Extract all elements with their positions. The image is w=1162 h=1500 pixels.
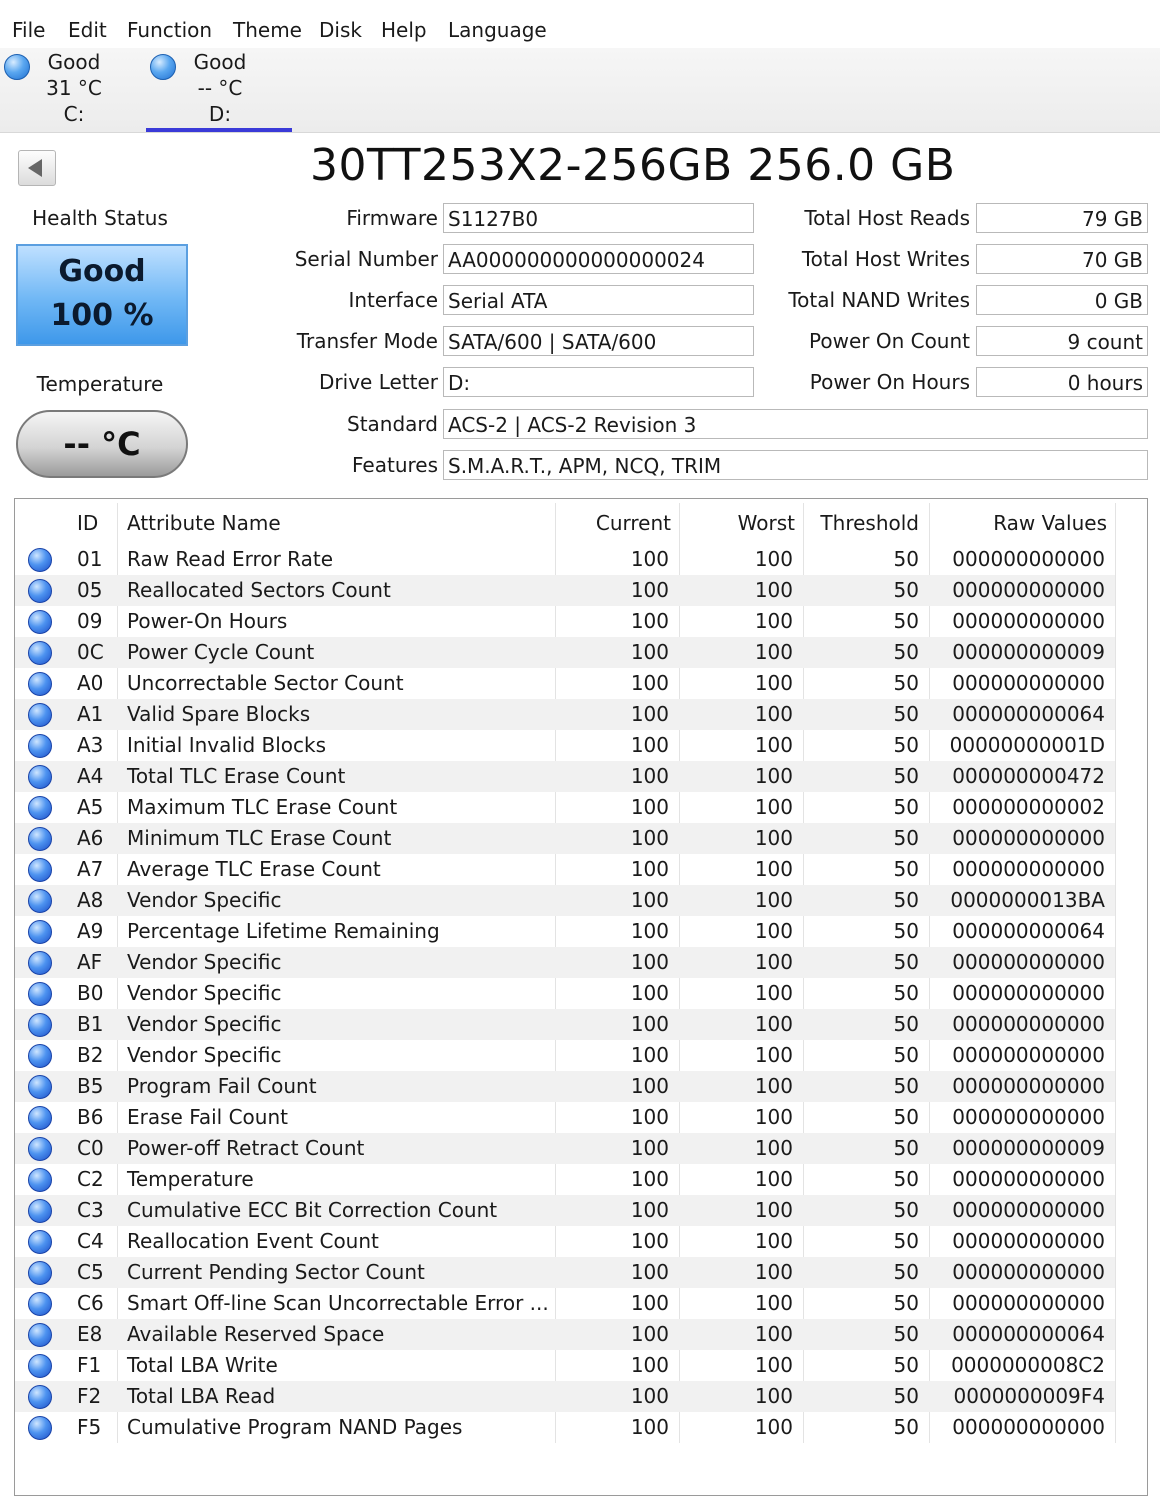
table-row[interactable] xyxy=(15,637,1115,668)
attribute-name: Vendor Specific xyxy=(127,981,282,1005)
status-good-icon xyxy=(28,1323,52,1347)
table-row[interactable] xyxy=(15,544,1115,575)
table-row[interactable] xyxy=(15,1195,1115,1226)
raw-value: 0000000009F4 xyxy=(953,1384,1105,1408)
table-row[interactable] xyxy=(15,1133,1115,1164)
worst-value: 100 xyxy=(754,1136,793,1160)
attribute-id: 09 xyxy=(77,609,103,633)
attribute-id: 0C xyxy=(77,640,104,664)
threshold-value: 50 xyxy=(893,547,919,571)
table-row[interactable] xyxy=(15,1381,1115,1412)
power-on-hours-label: Power On Hours xyxy=(809,370,970,394)
attribute-name: Current Pending Sector Count xyxy=(127,1260,425,1284)
worst-value: 100 xyxy=(754,1167,793,1191)
raw-value: 000000000000 xyxy=(952,1291,1105,1315)
attribute-name: Temperature xyxy=(127,1167,254,1191)
worst-value: 100 xyxy=(754,826,793,850)
menu-theme[interactable]: Theme xyxy=(233,18,302,42)
table-row[interactable] xyxy=(15,699,1115,730)
threshold-value: 50 xyxy=(893,950,919,974)
features-field: S.M.A.R.T., APM, NCQ, TRIM xyxy=(443,450,1148,480)
status-good-icon xyxy=(28,1106,52,1130)
table-row[interactable] xyxy=(15,1412,1115,1443)
worst-value: 100 xyxy=(754,640,793,664)
total-host-writes-field: 70 GB xyxy=(976,244,1148,274)
arrow-left-icon xyxy=(28,159,42,177)
attribute-name: Percentage Lifetime Remaining xyxy=(127,919,440,943)
status-good-icon xyxy=(28,1044,52,1068)
current-value: 100 xyxy=(630,888,669,912)
worst-value: 100 xyxy=(754,1229,793,1253)
current-value: 100 xyxy=(630,1291,669,1315)
attribute-name: Initial Invalid Blocks xyxy=(127,733,327,757)
drive-status: Good xyxy=(193,50,247,74)
status-good-icon xyxy=(28,703,52,727)
raw-value: 000000000064 xyxy=(952,919,1105,943)
current-value: 100 xyxy=(630,733,669,757)
table-row[interactable] xyxy=(15,1288,1115,1319)
health-percent-text: 100 % xyxy=(50,298,154,333)
status-good-icon xyxy=(28,858,52,882)
attribute-id: F2 xyxy=(77,1384,102,1408)
total-host-writes-label: Total Host Writes xyxy=(801,247,970,271)
current-value: 100 xyxy=(630,764,669,788)
threshold-value: 50 xyxy=(893,609,919,633)
table-row[interactable] xyxy=(15,575,1115,606)
current-value: 100 xyxy=(630,671,669,695)
total-host-reads-field: 79 GB xyxy=(976,203,1148,233)
attribute-id: B2 xyxy=(77,1043,104,1067)
attribute-id: B0 xyxy=(77,981,104,1005)
raw-value: 000000000000 xyxy=(952,1198,1105,1222)
worst-value: 100 xyxy=(754,1415,793,1439)
worst-value: 100 xyxy=(754,1322,793,1346)
attribute-name: Reallocation Event Count xyxy=(127,1229,379,1253)
table-row[interactable] xyxy=(15,1226,1115,1257)
status-good-icon xyxy=(28,672,52,696)
attribute-id: AF xyxy=(77,950,103,974)
attribute-name: Average TLC Erase Count xyxy=(127,857,381,881)
threshold-value: 50 xyxy=(893,733,919,757)
table-row[interactable] xyxy=(15,668,1115,699)
drive-letter: D: xyxy=(208,102,232,126)
column-header-name[interactable]: Attribute Name xyxy=(127,511,281,535)
worst-value: 100 xyxy=(754,1260,793,1284)
status-good-icon xyxy=(28,1013,52,1037)
attribute-id: F1 xyxy=(77,1353,102,1377)
current-value: 100 xyxy=(630,609,669,633)
table-row[interactable] xyxy=(15,1257,1115,1288)
threshold-value: 50 xyxy=(893,981,919,1005)
drive-status: Good xyxy=(47,50,101,74)
health-good-icon xyxy=(150,54,176,80)
table-row[interactable] xyxy=(15,1009,1115,1040)
attribute-name: Total TLC Erase Count xyxy=(127,764,346,788)
worst-value: 100 xyxy=(754,764,793,788)
attribute-id: A9 xyxy=(77,919,104,943)
attribute-id: E8 xyxy=(77,1322,103,1346)
attribute-id: A6 xyxy=(77,826,104,850)
worst-value: 100 xyxy=(754,547,793,571)
temperature-label: Temperature xyxy=(36,372,164,396)
drive-tab-c[interactable] xyxy=(0,48,146,132)
interface-field: Serial ATA xyxy=(443,285,754,315)
firmware-field: S1127B0 xyxy=(443,203,754,233)
raw-value: 000000000000 xyxy=(952,1415,1105,1439)
current-value: 100 xyxy=(630,1167,669,1191)
attribute-id: A3 xyxy=(77,733,104,757)
attribute-name: Valid Spare Blocks xyxy=(127,702,311,726)
drive-letter-field: D: xyxy=(443,367,754,397)
table-header xyxy=(15,499,1147,545)
column-header-raw[interactable]: Raw Values xyxy=(993,511,1107,535)
drive-temp: -- °C xyxy=(197,76,243,100)
status-good-icon xyxy=(28,827,52,851)
status-good-icon xyxy=(28,1137,52,1161)
current-value: 100 xyxy=(630,919,669,943)
attribute-name: Minimum TLC Erase Count xyxy=(127,826,392,850)
status-good-icon xyxy=(28,920,52,944)
menu-bar xyxy=(0,14,1162,50)
worst-value: 100 xyxy=(754,1074,793,1098)
status-good-icon xyxy=(28,1199,52,1223)
current-value: 100 xyxy=(630,1012,669,1036)
worst-value: 100 xyxy=(754,1105,793,1129)
current-value: 100 xyxy=(630,1353,669,1377)
power-on-hours-field: 0 hours xyxy=(976,367,1148,397)
attribute-name: Program Fail Count xyxy=(127,1074,317,1098)
smart-attributes-table[interactable] xyxy=(14,498,1148,1496)
threshold-value: 50 xyxy=(893,1136,919,1160)
attribute-id: B6 xyxy=(77,1105,104,1129)
table-row[interactable] xyxy=(15,606,1115,637)
status-good-icon xyxy=(28,641,52,665)
threshold-value: 50 xyxy=(893,1105,919,1129)
column-header-current[interactable]: Current xyxy=(595,511,671,535)
status-good-icon xyxy=(28,1075,52,1099)
current-value: 100 xyxy=(630,1105,669,1129)
status-good-icon xyxy=(28,951,52,975)
table-row[interactable] xyxy=(15,1102,1115,1133)
interface-label: Interface xyxy=(348,288,438,312)
attribute-id: C6 xyxy=(77,1291,104,1315)
worst-value: 100 xyxy=(754,671,793,695)
attribute-name: Cumulative Program NAND Pages xyxy=(127,1415,463,1439)
menu-file[interactable]: File xyxy=(12,18,46,42)
status-good-icon xyxy=(28,1261,52,1285)
table-row[interactable] xyxy=(15,1040,1115,1071)
transfer-mode-label: Transfer Mode xyxy=(296,329,438,353)
attribute-name: Vendor Specific xyxy=(127,1043,282,1067)
current-value: 100 xyxy=(630,1384,669,1408)
attribute-name: Available Reserved Space xyxy=(127,1322,385,1346)
health-status-badge[interactable] xyxy=(16,244,188,346)
worst-value: 100 xyxy=(754,857,793,881)
table-row[interactable] xyxy=(15,885,1115,916)
attribute-name: Maximum TLC Erase Count xyxy=(127,795,398,819)
current-value: 100 xyxy=(630,1136,669,1160)
threshold-value: 50 xyxy=(893,888,919,912)
transfer-mode-field: SATA/600 | SATA/600 xyxy=(443,326,754,356)
drive-letter-label: Drive Letter xyxy=(319,370,438,394)
worst-value: 100 xyxy=(754,1198,793,1222)
firmware-label: Firmware xyxy=(346,206,438,230)
total-host-reads-label: Total Host Reads xyxy=(804,206,970,230)
raw-value: 000000000000 xyxy=(952,1260,1105,1284)
status-good-icon xyxy=(28,734,52,758)
drive-letter: C: xyxy=(63,102,85,126)
attribute-id: F5 xyxy=(77,1415,102,1439)
threshold-value: 50 xyxy=(893,1229,919,1253)
table-row[interactable] xyxy=(15,978,1115,1009)
column-header-worst[interactable]: Worst xyxy=(737,511,795,535)
previous-disk-button[interactable] xyxy=(18,150,56,186)
threshold-value: 50 xyxy=(893,671,919,695)
table-row[interactable] xyxy=(15,947,1115,978)
status-good-icon xyxy=(28,982,52,1006)
menu-help[interactable]: Help xyxy=(381,18,427,42)
status-good-icon xyxy=(28,579,52,603)
current-value: 100 xyxy=(630,857,669,881)
status-good-icon xyxy=(28,1416,52,1440)
attribute-id: A7 xyxy=(77,857,104,881)
worst-value: 100 xyxy=(754,1012,793,1036)
table-row[interactable] xyxy=(15,1164,1115,1195)
threshold-value: 50 xyxy=(893,1353,919,1377)
threshold-value: 50 xyxy=(893,1384,919,1408)
attribute-name: Cumulative ECC Bit Correction Count xyxy=(127,1198,498,1222)
current-value: 100 xyxy=(630,1198,669,1222)
attribute-name: Power-On Hours xyxy=(127,609,288,633)
attribute-id: A0 xyxy=(77,671,104,695)
table-row[interactable] xyxy=(15,1319,1115,1350)
threshold-value: 50 xyxy=(893,764,919,788)
total-nand-writes-label: Total NAND Writes xyxy=(788,288,970,312)
worst-value: 100 xyxy=(754,1384,793,1408)
table-row[interactable] xyxy=(15,792,1115,823)
table-row[interactable] xyxy=(15,1350,1115,1381)
current-value: 100 xyxy=(630,1074,669,1098)
status-good-icon xyxy=(28,610,52,634)
threshold-value: 50 xyxy=(893,1260,919,1284)
standard-label: Standard xyxy=(347,412,438,436)
worst-value: 100 xyxy=(754,950,793,974)
threshold-value: 50 xyxy=(893,1415,919,1439)
status-good-icon xyxy=(28,889,52,913)
current-value: 100 xyxy=(630,1322,669,1346)
attribute-name: Power-off Retract Count xyxy=(127,1136,365,1160)
worst-value: 100 xyxy=(754,981,793,1005)
raw-value: 000000000000 xyxy=(952,826,1105,850)
status-good-icon xyxy=(28,1354,52,1378)
worst-value: 100 xyxy=(754,919,793,943)
current-value: 100 xyxy=(630,640,669,664)
drive-tab-d[interactable] xyxy=(146,48,292,132)
menu-language[interactable]: Language xyxy=(448,18,547,42)
raw-value: 000000000000 xyxy=(952,857,1105,881)
column-header-id[interactable]: ID xyxy=(77,511,99,535)
attribute-id: A1 xyxy=(77,702,104,726)
status-good-icon xyxy=(28,1230,52,1254)
threshold-value: 50 xyxy=(893,1012,919,1036)
threshold-value: 50 xyxy=(893,1167,919,1191)
attribute-name: Raw Read Error Rate xyxy=(127,547,334,571)
threshold-value: 50 xyxy=(893,1198,919,1222)
menu-disk[interactable]: Disk xyxy=(319,18,362,42)
raw-value: 0000000013BA xyxy=(950,888,1105,912)
attribute-id: C5 xyxy=(77,1260,104,1284)
raw-value: 000000000000 xyxy=(952,547,1105,571)
drive-temp: 31 °C xyxy=(46,76,102,100)
attribute-name: Total LBA Read xyxy=(127,1384,276,1408)
attribute-id: C4 xyxy=(77,1229,104,1253)
serial-number-field: AA000000000000000024 xyxy=(443,244,754,274)
disk-model-title: 30TT253X2-256GB 256.0 GB xyxy=(310,140,956,191)
current-value: 100 xyxy=(630,950,669,974)
raw-value: 00000000001D xyxy=(949,733,1105,757)
worst-value: 100 xyxy=(754,795,793,819)
current-value: 100 xyxy=(630,795,669,819)
attribute-name: Vendor Specific xyxy=(127,1012,282,1036)
worst-value: 100 xyxy=(754,1353,793,1377)
status-good-icon xyxy=(28,1168,52,1192)
raw-value: 000000000000 xyxy=(952,1105,1105,1129)
raw-value: 000000000000 xyxy=(952,609,1105,633)
attribute-name: Reallocated Sectors Count xyxy=(127,578,391,602)
worst-value: 100 xyxy=(754,1043,793,1067)
drive-selector-bar xyxy=(0,48,1160,133)
current-value: 100 xyxy=(630,578,669,602)
raw-value: 000000000000 xyxy=(952,671,1105,695)
status-good-icon xyxy=(28,1385,52,1409)
threshold-value: 50 xyxy=(893,702,919,726)
current-value: 100 xyxy=(630,547,669,571)
temperature-badge[interactable]: -- °C xyxy=(16,410,188,478)
threshold-value: 50 xyxy=(893,640,919,664)
current-value: 100 xyxy=(630,1043,669,1067)
table-row[interactable] xyxy=(15,730,1115,761)
current-value: 100 xyxy=(630,702,669,726)
raw-value: 000000000000 xyxy=(952,981,1105,1005)
attribute-id: A8 xyxy=(77,888,104,912)
menu-function[interactable]: Function xyxy=(127,18,213,42)
serial-number-label: Serial Number xyxy=(294,247,438,271)
attribute-id: 01 xyxy=(77,547,103,571)
raw-value: 000000000000 xyxy=(952,578,1105,602)
threshold-value: 50 xyxy=(893,919,919,943)
worst-value: 100 xyxy=(754,578,793,602)
power-on-count-label: Power On Count xyxy=(809,329,970,353)
threshold-value: 50 xyxy=(893,1043,919,1067)
attribute-id: A5 xyxy=(77,795,104,819)
total-nand-writes-field: 0 GB xyxy=(976,285,1148,315)
table-row[interactable] xyxy=(15,916,1115,947)
threshold-value: 50 xyxy=(893,826,919,850)
worst-value: 100 xyxy=(754,733,793,757)
attribute-name: Total LBA Write xyxy=(127,1353,278,1377)
attribute-id: A4 xyxy=(77,764,104,788)
attribute-name: Uncorrectable Sector Count xyxy=(127,671,404,695)
raw-value: 000000000000 xyxy=(952,1012,1105,1036)
worst-value: 100 xyxy=(754,888,793,912)
raw-value: 000000000000 xyxy=(952,1167,1105,1191)
column-header-threshold[interactable]: Threshold xyxy=(820,511,919,535)
raw-value: 000000000000 xyxy=(952,1074,1105,1098)
threshold-value: 50 xyxy=(893,1074,919,1098)
raw-value: 000000000000 xyxy=(952,950,1105,974)
threshold-value: 50 xyxy=(893,1291,919,1315)
raw-value: 000000000009 xyxy=(952,1136,1105,1160)
worst-value: 100 xyxy=(754,702,793,726)
attribute-id: 05 xyxy=(77,578,103,602)
standard-field: ACS-2 | ACS-2 Revision 3 xyxy=(443,409,1148,439)
raw-value: 000000000472 xyxy=(952,764,1105,788)
attribute-name: Vendor Specific xyxy=(127,950,282,974)
threshold-value: 50 xyxy=(893,857,919,881)
attribute-id: C2 xyxy=(77,1167,104,1191)
health-status-text: Good xyxy=(58,254,146,289)
attribute-name: Smart Off-line Scan Uncorrectable Error ... xyxy=(127,1291,549,1315)
table-row[interactable] xyxy=(15,854,1115,885)
current-value: 100 xyxy=(630,1260,669,1284)
status-good-icon xyxy=(28,765,52,789)
attribute-name: Power Cycle Count xyxy=(127,640,315,664)
raw-value: 000000000002 xyxy=(952,795,1105,819)
status-good-icon xyxy=(28,796,52,820)
attribute-name: Vendor Specific xyxy=(127,888,282,912)
table-row[interactable] xyxy=(15,1071,1115,1102)
attribute-id: C0 xyxy=(77,1136,104,1160)
raw-value: 000000000000 xyxy=(952,1043,1105,1067)
attribute-id: C3 xyxy=(77,1198,104,1222)
current-value: 100 xyxy=(630,981,669,1005)
health-status-label: Health Status xyxy=(32,206,168,230)
features-label: Features xyxy=(352,453,438,477)
raw-value: 000000000009 xyxy=(952,640,1105,664)
raw-value: 000000000064 xyxy=(952,702,1105,726)
threshold-value: 50 xyxy=(893,1322,919,1346)
status-good-icon xyxy=(28,1292,52,1316)
menu-edit[interactable]: Edit xyxy=(68,18,107,42)
health-good-icon xyxy=(4,54,30,80)
worst-value: 100 xyxy=(754,609,793,633)
raw-value: 0000000008C2 xyxy=(951,1353,1105,1377)
current-value: 100 xyxy=(630,826,669,850)
attribute-id: B1 xyxy=(77,1012,104,1036)
current-value: 100 xyxy=(630,1229,669,1253)
raw-value: 000000000064 xyxy=(952,1322,1105,1346)
attribute-id: B5 xyxy=(77,1074,104,1098)
threshold-value: 50 xyxy=(893,795,919,819)
raw-value: 000000000000 xyxy=(952,1229,1105,1253)
worst-value: 100 xyxy=(754,1291,793,1315)
attribute-name: Erase Fail Count xyxy=(127,1105,288,1129)
table-row[interactable] xyxy=(15,761,1115,792)
current-value: 100 xyxy=(630,1415,669,1439)
power-on-count-field: 9 count xyxy=(976,326,1148,356)
status-good-icon xyxy=(28,548,52,572)
threshold-value: 50 xyxy=(893,578,919,602)
table-row[interactable] xyxy=(15,823,1115,854)
column-divider xyxy=(1115,503,1116,1443)
